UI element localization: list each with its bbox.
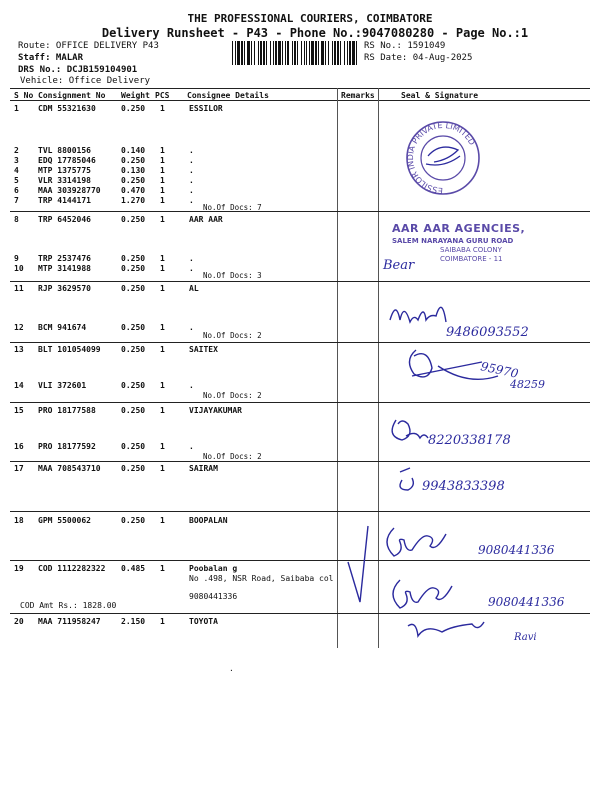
essilor-stamp-text: ESSILOR INDIA PRIVATE LIMITED	[405, 120, 477, 196]
row-consignment-no: TVL 8800156	[38, 146, 91, 155]
row-sno: 12	[14, 323, 24, 332]
row-weight: 0.250	[121, 442, 146, 451]
signature-row13-number2: 48259	[510, 378, 545, 391]
docs-count: No.Of Docs: 3	[203, 271, 262, 280]
row-sno: 5	[14, 176, 19, 185]
row-divider	[10, 211, 590, 212]
row-sno: 6	[14, 186, 19, 195]
essilor-seal-stamp	[398, 118, 488, 200]
table-row	[0, 264, 600, 276]
row-consignment-no: MAA 711958247	[38, 617, 101, 626]
docs-count: No.Of Docs: 7	[203, 203, 262, 212]
row-consignment-no: TRP 4144171	[38, 196, 91, 205]
row-consignee: .	[189, 254, 194, 263]
col-pcs: PCS	[155, 91, 170, 100]
row-weight: 0.250	[121, 215, 146, 224]
row-consignee: .	[189, 442, 194, 451]
consignee-phone: 9080441336	[189, 592, 238, 601]
docs-count: No.Of Docs: 2	[203, 391, 262, 400]
col-consignment: Consignment No	[38, 91, 106, 100]
row-consignee: BOOPALAN	[189, 516, 228, 525]
col-weight: Weight	[121, 91, 150, 100]
row-weight: 0.130	[121, 166, 146, 175]
row-consignee: .	[189, 323, 194, 332]
stray-mark: .	[229, 664, 234, 673]
row-consignment-no: GPM 5500062	[38, 516, 91, 525]
route-label: Route: OFFICE DELIVERY P43	[18, 41, 159, 51]
row-pcs: 1	[160, 104, 165, 113]
row-sno: 19	[14, 564, 24, 573]
signature-row8: Bear	[383, 258, 415, 273]
aar-stamp-line1: SALEM NARAYANA GURU ROAD	[392, 237, 514, 245]
row-pcs: 1	[160, 186, 165, 195]
table-top-rule	[10, 88, 590, 89]
runsheet-subtitle: Delivery Runsheet - P43 - Phone No.:9047080280 - Page No.:1	[101, 26, 529, 40]
table-header-rule	[10, 100, 590, 101]
signature-row13-number: 95970	[479, 359, 520, 381]
row-sno: 4	[14, 166, 19, 175]
col-sno: S No	[14, 91, 34, 100]
row-pcs: 1	[160, 564, 165, 573]
row-consignment-no: CDM 55321630	[38, 104, 96, 113]
row-pcs: 1	[160, 156, 165, 165]
row-consignee: .	[189, 196, 194, 205]
row-consignee: .	[189, 156, 194, 165]
row-consignee: .	[189, 176, 194, 185]
svg-text:ESSILOR INDIA PRIVATE LIMITED	[406, 121, 477, 195]
row-weight: 0.250	[121, 264, 146, 273]
row-pcs: 1	[160, 264, 165, 273]
row-pcs: 1	[160, 146, 165, 155]
row-weight: 0.250	[121, 381, 146, 390]
rs-number: RS No.: 1591049	[364, 41, 446, 51]
row-sno: 14	[14, 381, 24, 390]
row-pcs: 1	[160, 176, 165, 185]
row-consignment-no: MTP 3141988	[38, 264, 91, 273]
row-divider	[10, 281, 590, 282]
row-consignment-no: PRO 18177592	[38, 442, 96, 451]
row-sno: 3	[14, 156, 19, 165]
row-weight: 0.470	[121, 186, 146, 195]
row-consignee: ESSILOR	[189, 104, 223, 113]
row-sno: 13	[14, 345, 24, 354]
row-weight: 0.250	[121, 516, 146, 525]
row-weight: 0.250	[121, 254, 146, 263]
signature-row15-number: 8220338178	[428, 433, 511, 448]
docs-count: No.Of Docs: 2	[203, 331, 262, 340]
signature-row18	[378, 518, 588, 566]
row-pcs: 1	[160, 166, 165, 175]
staff-label: Staff: MALAR	[18, 53, 84, 63]
row-consignment-no: EDQ 17785046	[38, 156, 96, 165]
signature-row20-name: Ravi	[514, 632, 537, 643]
row-weight: 0.250	[121, 323, 146, 332]
vehicle-label: Vehicle: Office Delivery	[20, 76, 151, 86]
table-row	[0, 104, 600, 116]
row-consignment-no: VLR 3314198	[38, 176, 91, 185]
signature-row19-number: 9080441336	[488, 595, 565, 609]
drs-label: DRS No.: DCJB159104901	[18, 65, 138, 75]
aar-stamp-line2: SAIBABA COLONY	[440, 246, 502, 254]
row-consignee: AL	[189, 284, 199, 293]
row-sno: 20	[14, 617, 24, 626]
row-pcs: 1	[160, 196, 165, 205]
row-consignment-no: MAA 303928770	[38, 186, 101, 195]
cod-amount: COD Amt Rs.: 1828.00	[20, 601, 117, 610]
row-pcs: 1	[160, 323, 165, 332]
row-pcs: 1	[160, 254, 165, 263]
row-consignment-no: RJP 3629570	[38, 284, 91, 293]
row-weight: 0.250	[121, 464, 146, 473]
rs-date: RS Date: 04-Aug-2025	[364, 53, 473, 63]
row-consignment-no: BCM 941674	[38, 323, 87, 332]
remarks-check-mark	[342, 522, 382, 622]
row-consignee: .	[189, 186, 194, 195]
aar-stamp-name: AAR AAR AGENCIES,	[392, 222, 526, 235]
row-consignee: Poobalan g	[189, 564, 238, 573]
col-consignee: Consignee Details	[187, 91, 269, 100]
row-pcs: 1	[160, 345, 165, 354]
signature-row18-number: 9080441336	[478, 543, 555, 557]
row-consignee: .	[189, 264, 194, 273]
row-pcs: 1	[160, 284, 165, 293]
col-seal-signature: Seal & Signature	[401, 91, 479, 100]
row-consignee: AAR AAR	[189, 215, 223, 224]
row-pcs: 1	[160, 442, 165, 451]
aar-stamp-line3: COIMBATORE - 11	[440, 255, 503, 263]
row-sno: 10	[14, 264, 24, 273]
row-sno: 8	[14, 215, 19, 224]
row-pcs: 1	[160, 464, 165, 473]
row-weight: 0.250	[121, 156, 146, 165]
row-consignment-no: COD 1112282322	[38, 564, 106, 573]
row-sno: 1	[14, 104, 19, 113]
row-weight: 0.140	[121, 146, 146, 155]
row-weight: 0.250	[121, 104, 146, 113]
row-consignment-no: VLI 372601	[38, 381, 87, 390]
row-weight: 0.250	[121, 176, 146, 185]
row-consignee: .	[189, 146, 194, 155]
row-pcs: 1	[160, 406, 165, 415]
row-weight: 0.250	[121, 284, 146, 293]
table-row	[0, 196, 600, 208]
consignee-address: No .498, NSR Road, Saibaba col	[189, 574, 334, 583]
row-consignee: VIJAYAKUMAR	[189, 406, 242, 415]
row-consignment-no: MAA 708543710	[38, 464, 101, 473]
row-consignment-no: PRO 18177588	[38, 406, 96, 415]
row-pcs: 1	[160, 215, 165, 224]
row-consignee: .	[189, 166, 194, 175]
signature-row13	[398, 336, 598, 406]
company-title: THE PROFESSIONAL COURIERS, COIMBATORE	[187, 12, 433, 25]
row-pcs: 1	[160, 381, 165, 390]
col-remarks: Remarks	[341, 91, 375, 100]
row-consignee: SAIRAM	[189, 464, 218, 473]
row-weight: 0.250	[121, 345, 146, 354]
row-consignee: TOYOTA	[189, 617, 218, 626]
row-pcs: 1	[160, 617, 165, 626]
row-consignment-no: BLT 101054099	[38, 345, 101, 354]
row-weight: 2.150	[121, 617, 146, 626]
barcode	[232, 41, 358, 65]
row-consignment-no: MTP 1375775	[38, 166, 91, 175]
signature-row20	[400, 612, 590, 652]
row-weight: 0.485	[121, 564, 146, 573]
row-consignment-no: TRP 2537476	[38, 254, 91, 263]
row-consignment-no: TRP 6452046	[38, 215, 91, 224]
row-consignee: .	[189, 381, 194, 390]
row-consignee: SAITEX	[189, 345, 218, 354]
row-sno: 9	[14, 254, 19, 263]
row-pcs: 1	[160, 516, 165, 525]
docs-count: No.Of Docs: 2	[203, 452, 262, 461]
row-sno: 15	[14, 406, 24, 415]
row-sno: 16	[14, 442, 24, 451]
row-sno: 18	[14, 516, 24, 525]
row-sno: 2	[14, 146, 19, 155]
row-weight: 0.250	[121, 406, 146, 415]
row-weight: 1.270	[121, 196, 146, 205]
row-sno: 7	[14, 196, 19, 205]
signature-row11-number: 9486093552	[446, 325, 529, 340]
signature-row15	[384, 404, 594, 454]
row-sno: 11	[14, 284, 24, 293]
row-divider	[10, 511, 590, 512]
aar-agencies-stamp	[392, 222, 592, 263]
signature-row17	[392, 462, 592, 502]
signature-row19	[384, 572, 594, 616]
row-sno: 17	[14, 464, 24, 473]
signature-row17-number: 9943833398	[422, 479, 505, 494]
